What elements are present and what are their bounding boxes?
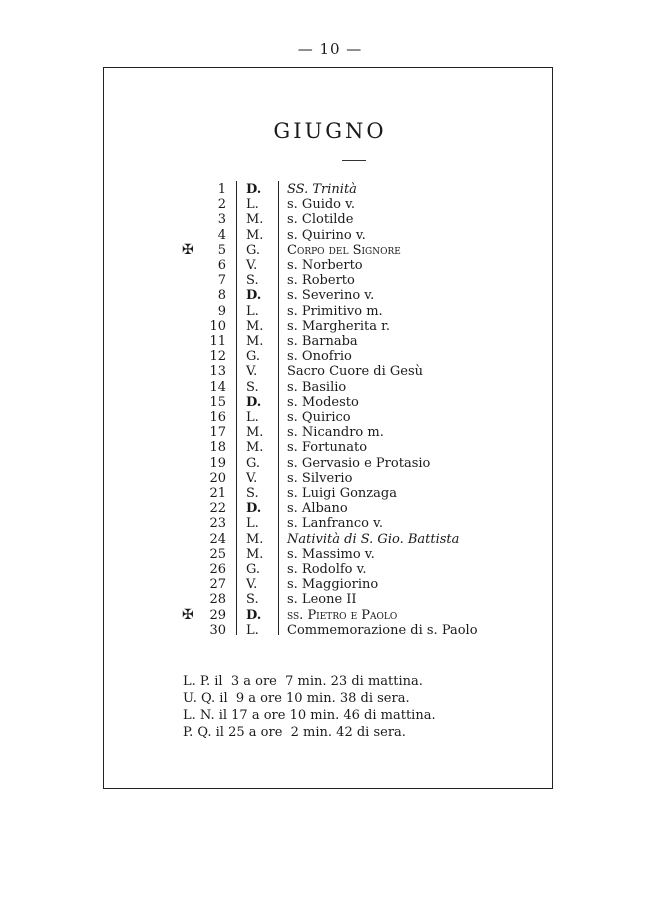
saint-name: s. Modesto <box>287 394 359 410</box>
saint-name: Commemorazione di s. Paolo <box>287 622 478 638</box>
weekday: V. <box>246 258 258 273</box>
saint-name: Sacro Cuore di Gesù <box>287 364 424 380</box>
day-number: 17 <box>209 425 226 441</box>
day-number: 4 <box>217 227 226 243</box>
saint-name: s. Quirico <box>287 410 351 425</box>
day-row <box>0 547 660 562</box>
saint-name: s. Barnaba <box>287 334 358 349</box>
day-row <box>0 608 660 623</box>
day-row <box>0 334 660 349</box>
day-row <box>0 319 660 334</box>
saint-name: s. Gervasio e Protasio <box>287 455 431 471</box>
day-number: 27 <box>209 577 226 593</box>
day-number: 3 <box>217 212 226 228</box>
day-row <box>0 440 660 455</box>
day-row <box>0 410 660 425</box>
page-number: — 10 — <box>297 40 363 58</box>
day-number: 5 <box>217 242 226 258</box>
weekday: L. <box>246 197 259 213</box>
weekday: M. <box>246 546 264 562</box>
day-row <box>0 471 660 486</box>
saint-name: SS. Trinità <box>287 182 357 197</box>
weekday: V. <box>246 577 258 593</box>
moon-phase-full: L. P. il 3 a ore 7 min. 23 di mattina. <box>183 674 423 689</box>
day-row <box>0 304 660 319</box>
day-row <box>0 532 660 547</box>
day-number: 19 <box>209 455 226 471</box>
day-row <box>0 349 660 364</box>
day-row <box>0 623 660 638</box>
saint-name: s. Guido v. <box>287 197 356 213</box>
day-row <box>0 243 660 258</box>
weekday: G. <box>246 455 261 471</box>
day-number: 11 <box>209 334 226 349</box>
day-number: 1 <box>217 182 226 197</box>
weekday: D. <box>246 394 262 410</box>
weekday: L. <box>246 622 259 638</box>
weekday: S. <box>246 379 259 395</box>
saint-name: s. Norberto <box>287 258 363 273</box>
day-number: 24 <box>209 531 226 547</box>
saint-name: s. Massimo v. <box>287 546 375 562</box>
weekday: S. <box>246 486 259 501</box>
day-row <box>0 288 660 303</box>
day-number: 7 <box>217 273 226 289</box>
day-number: 6 <box>217 258 226 273</box>
weekday: V. <box>246 470 258 486</box>
day-number: 20 <box>209 470 226 486</box>
day-row <box>0 182 660 197</box>
day-row <box>0 577 660 592</box>
saint-name: s. Severino v. <box>287 288 375 304</box>
day-number: 16 <box>209 410 226 425</box>
weekday: M. <box>246 212 264 228</box>
saint-name: Corpo del Signore <box>287 242 401 258</box>
weekday: L. <box>246 303 259 319</box>
weekday: L. <box>246 410 259 425</box>
moon-phase-new: L. N. il 17 a ore 10 min. 46 di mattina. <box>183 708 436 723</box>
moon-phase-first-quarter: P. Q. il 25 a ore 2 min. 42 di sera. <box>183 725 406 740</box>
saint-name: s. Onofrio <box>287 349 352 365</box>
saint-name: s. Fortunato <box>287 440 368 456</box>
day-number: 21 <box>209 486 226 501</box>
saint-name: s. Roberto <box>287 273 355 289</box>
saint-name: s. Lanfranco v. <box>287 516 384 532</box>
weekday: S. <box>246 592 259 608</box>
title-divider <box>342 160 366 161</box>
day-row <box>0 592 660 607</box>
day-row <box>0 501 660 516</box>
saint-name: ss. Pietro e Paolo <box>287 607 398 623</box>
day-number: 8 <box>217 288 226 304</box>
day-number: 22 <box>209 501 226 517</box>
day-number: 26 <box>209 562 226 577</box>
day-number: 15 <box>209 394 226 410</box>
weekday: M. <box>246 531 264 547</box>
weekday: V. <box>246 364 258 380</box>
day-row <box>0 364 660 379</box>
weekday: D. <box>246 607 262 623</box>
day-number: 12 <box>209 349 226 365</box>
day-number: 29 <box>209 607 226 623</box>
day-row <box>0 380 660 395</box>
saint-name: s. Margherita r. <box>287 318 390 334</box>
day-number: 28 <box>209 592 226 608</box>
saint-name: s. Silverio <box>287 470 353 486</box>
weekday: D. <box>246 288 262 304</box>
day-row <box>0 456 660 471</box>
weekday: G. <box>246 349 261 365</box>
weekday: D. <box>246 182 262 197</box>
day-number: 18 <box>209 440 226 456</box>
saint-name: s. Maggiorino <box>287 577 379 593</box>
day-row <box>0 197 660 212</box>
day-row <box>0 228 660 243</box>
moon-phase-last-quarter: U. Q. il 9 a ore 10 min. 38 di sera. <box>183 691 410 706</box>
day-row <box>0 425 660 440</box>
cross-icon: ✠ <box>182 606 194 623</box>
saint-name: s. Rodolfo v. <box>287 562 367 577</box>
weekday: D. <box>246 501 262 517</box>
day-row <box>0 395 660 410</box>
day-row <box>0 273 660 288</box>
month-title: GIUGNO <box>273 119 387 143</box>
day-number: 9 <box>217 303 226 319</box>
saint-name: s. Albano <box>287 501 348 517</box>
saint-name: s. Leone II <box>287 592 357 608</box>
day-row <box>0 258 660 273</box>
weekday: L. <box>246 516 259 532</box>
weekday: S. <box>246 273 259 289</box>
day-row <box>0 212 660 227</box>
day-row <box>0 486 660 501</box>
day-number: 30 <box>209 622 226 638</box>
cross-icon: ✠ <box>182 241 194 258</box>
day-number: 10 <box>209 318 226 334</box>
day-row <box>0 562 660 577</box>
day-number: 13 <box>209 364 226 380</box>
day-number: 14 <box>209 379 226 395</box>
moon-phases <box>183 673 436 741</box>
weekday: G. <box>246 242 261 258</box>
weekday: M. <box>246 318 264 334</box>
weekday: M. <box>246 334 264 349</box>
day-row <box>0 516 660 531</box>
day-number: 25 <box>209 546 226 562</box>
weekday: M. <box>246 227 264 243</box>
saint-name: s. Nicandro m. <box>287 425 384 441</box>
weekday: G. <box>246 562 261 577</box>
saint-name: s. Basilio <box>287 379 347 395</box>
day-number: 2 <box>217 197 226 213</box>
weekday: M. <box>246 425 264 441</box>
saint-name: s. Quirino v. <box>287 227 366 243</box>
weekday: M. <box>246 440 264 456</box>
saint-name: s. Luigi Gonzaga <box>287 486 397 501</box>
day-number: 23 <box>209 516 226 532</box>
saint-name: s. Primitivo m. <box>287 303 383 319</box>
saint-name: s. Clotilde <box>287 212 354 228</box>
saint-name: Natività di S. Gio. Battista <box>287 531 460 547</box>
